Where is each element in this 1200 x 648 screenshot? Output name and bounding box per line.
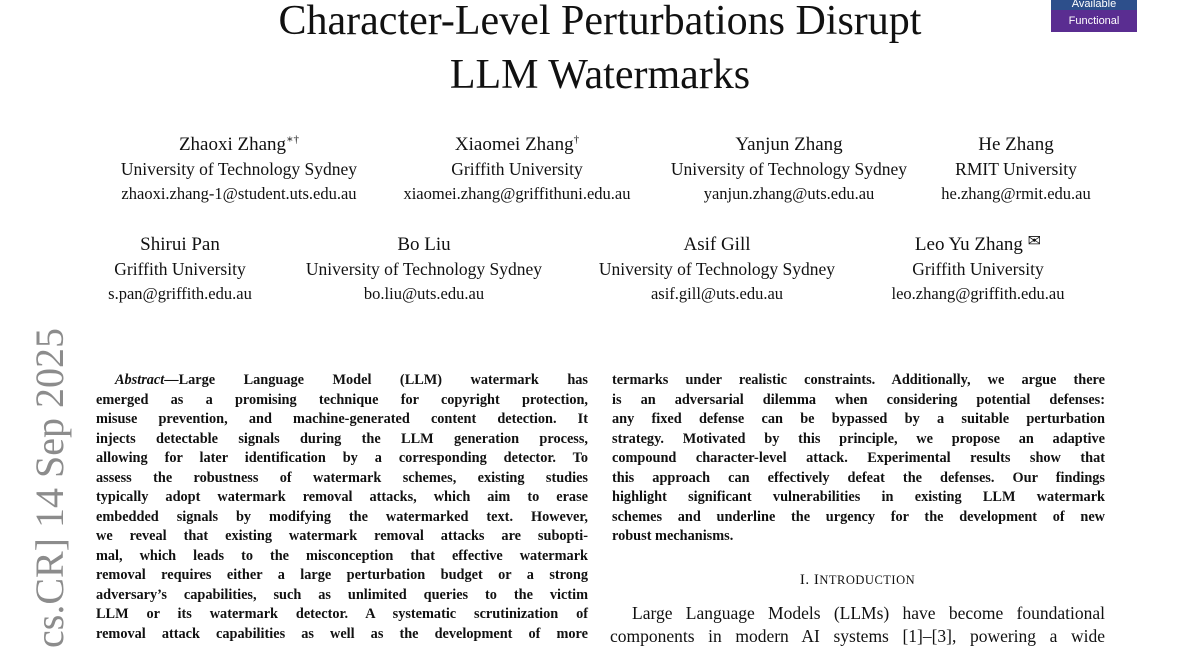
abstract-line: Abstract—Large Language Model (LLM) watermark has [115, 372, 588, 388]
author-affiliation: Griffith University [114, 259, 246, 279]
abstract-line: highlight significant vulnerabilities in existing LLM watermark [612, 489, 1105, 505]
introduction-paragraph [610, 602, 1105, 648]
author-block [386, 133, 648, 207]
author-affiliation: University of Technology Sydney [120, 159, 358, 179]
author-email[interactable]: he.zhang@rmit.edu.au [941, 184, 1091, 203]
author-name: Xiaomei Zhang† [454, 133, 580, 155]
author-email[interactable]: yanjun.zhang@uts.edu.au [703, 184, 875, 203]
abstract-line: misuse prevention, and machine-generated content detection. It [96, 411, 588, 427]
paper-title-line-1: Character-Level Perturbations Disrupt [278, 0, 922, 44]
author-affiliation: RMIT University [955, 159, 1077, 179]
abstract-line: schemes and underline the urgency for the development of new [612, 508, 1105, 525]
author-affiliation: University of Technology Sydney [305, 259, 543, 279]
abstract-line: removal requires either a large perturbation budget or a strong [96, 567, 588, 583]
author-name: He Zhang [978, 134, 1054, 155]
arxiv-side-identifier: cs.CR] 14 Sep 2025 [27, 328, 72, 648]
author-block [80, 233, 280, 307]
badge-functional: Functional [1051, 10, 1137, 32]
section-heading-introduction: I. INTRODUCTION [799, 572, 916, 588]
abstract-line: any fixed defense can be bypassed by a suitable perturbation [612, 411, 1105, 427]
intro-line: Large Language Models (LLMs) have become foundational [632, 603, 1105, 623]
author-block [284, 233, 564, 307]
author-email[interactable]: s.pan@griffith.edu.au [108, 284, 252, 303]
author-email[interactable]: xiaomei.zhang@griffithuni.edu.au [403, 184, 631, 203]
abstract-label: Abstract [115, 372, 165, 388]
author-block [651, 133, 927, 207]
author-name: Asif Gill [683, 234, 751, 255]
abstract-line: mal, which leads to the misconception that effective watermark [96, 547, 588, 564]
abstract-line: compound character-level attack. Experimental results show that [612, 450, 1105, 466]
abstract-line: assess the robustness of watermark schemes, existing studies [96, 469, 588, 486]
author-name: Shirui Pan [140, 234, 220, 255]
abstract-line: termarks under realistic constraints. Additionally, we argue there [612, 372, 1105, 388]
author-email[interactable]: bo.liu@uts.edu.au [363, 284, 485, 303]
envelope-icon: ✉ [1027, 231, 1042, 250]
abstract-line: strategy. Motivated by this principle, we propose an adaptive [612, 430, 1105, 447]
abstract-line: removal attack capabilities as well as the development of more [96, 625, 588, 642]
author-affiliation: University of Technology Sydney [598, 259, 836, 279]
abstract-line: embedded signals by modifying the watermarked text. However, [96, 508, 588, 525]
abstract-line: LLM or its watermark detector. A systematic scrutinization of [96, 606, 588, 622]
artifact-badges [1051, 0, 1137, 32]
abstract-line: adversary’s capabilities, such as unlimited queries to the victim [96, 586, 588, 603]
abstract-left-column [96, 371, 588, 644]
abstract-line: is an adversarial dilemma when considering potential defenses: [612, 391, 1105, 408]
author-email[interactable]: zhaoxi.zhang-1@student.uts.edu.au [121, 184, 357, 203]
author-affiliation: Griffith University [451, 159, 583, 179]
author-block [868, 233, 1088, 307]
badge-available: Available [1051, 0, 1137, 10]
abstract-line: typically adopt watermark removal attacks, which aim to erase [96, 489, 588, 505]
author-name: Leo Yu Zhang ✉ [914, 231, 1042, 255]
intro-line: components in modern AI systems [1]–[3], powering a wide [610, 626, 1105, 646]
abstract-line: emerged as a promising technique for copyright protection, [96, 391, 588, 408]
author-affiliation: University of Technology Sydney [670, 159, 908, 179]
author-email[interactable]: asif.gill@uts.edu.au [650, 284, 784, 303]
author-block [921, 133, 1111, 207]
abstract-line: allowing for later identification by a corresponding detector. To [96, 450, 588, 466]
paper-title-line-2: LLM Watermarks [449, 52, 751, 98]
author-block [577, 233, 857, 307]
author-block [89, 133, 389, 207]
author-name: Zhaoxi Zhang∗† [178, 133, 300, 155]
author-name: Bo Liu [397, 234, 451, 255]
abstract-line: we reveal that existing watermark removal attacks are subopti- [96, 528, 588, 544]
author-name: Yanjun Zhang [735, 134, 843, 155]
abstract-right-column [612, 371, 1105, 547]
abstract-line: robust mechanisms. [612, 528, 734, 544]
author-affiliation: Griffith University [912, 259, 1044, 279]
abstract-line: this approach can effectively defeat the defenses. Our findings [612, 469, 1105, 486]
author-email[interactable]: leo.zhang@griffith.edu.au [891, 284, 1065, 303]
abstract-line: injects detectable signals during the LLM generation process, [96, 430, 588, 447]
